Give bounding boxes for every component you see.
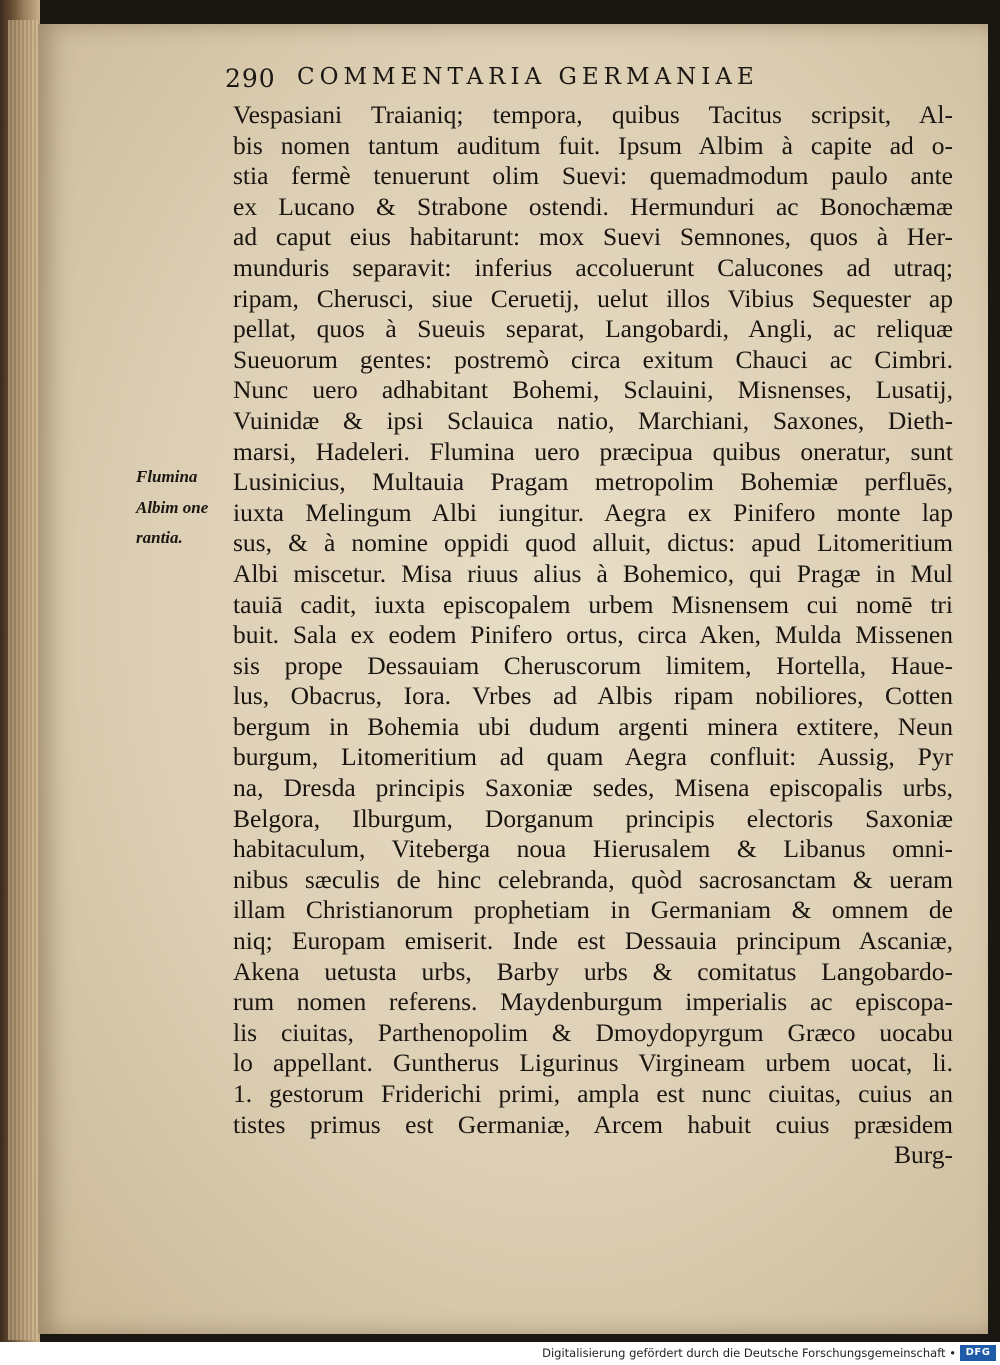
- marginal-note: [136, 462, 236, 554]
- text-line: marsi, Hadeleri. Flumina uero præcipua quibus oneratur, sunt: [233, 436, 953, 466]
- text-line: Sueuorum gentes: postremò circa exitum Chauci ac Cimbri.: [233, 344, 953, 374]
- text-line: lo appellant. Guntherus Ligurinus Virgineam urbem uocat, li.: [233, 1048, 953, 1078]
- text-line: sus, & à nomine oppidi quod alluit, dictus: apud Litomeritium: [233, 528, 953, 558]
- text-line: bis nomen tantum auditum fuit. Ipsum Albim à capite ad o-: [233, 130, 953, 160]
- text-line: iuxta Melingum Albi iungitur. Aegra ex Pinifero monte lap: [233, 497, 953, 527]
- text-line: 1. gestorum Friderichi primi, ampla est nunc ciuitas, cuius an: [233, 1079, 953, 1108]
- text-line: ex Lucano & Strabone ostendi. Hermunduri ac Bonochæmæ: [233, 191, 953, 221]
- digitization-footer: [0, 1342, 1000, 1365]
- text-line: stia fermè tenuerunt olim Suevi: quemadmodum paulo ante: [233, 161, 953, 191]
- text-line: tauiā cadit, iuxta episcopalem urbem Misnensem cui nomē tri: [233, 589, 953, 619]
- text-line: Belgora, Ilburgum, Dorganum principis electoris Saxoniæ: [233, 803, 953, 833]
- text-line: Vespasiani Traianiq; tempora, quibus Tacitus scripsit, Al-: [233, 100, 953, 129]
- text-line: bergum in Bohemia ubi dudum argenti minera extitere, Neun: [233, 711, 953, 741]
- running-title: COMMENTARIA GERMANIAE: [297, 64, 759, 90]
- dfg-logo: DFG: [960, 1345, 996, 1361]
- text-line: nibus sæculis de hinc celebranda, quòd sacrosanctam & ueram: [233, 864, 953, 894]
- text-line: tistes primus est Germaniæ, Arcem habuit cuius præsidem: [233, 1109, 953, 1139]
- text-line: illam Christianorum prophetiam in Germaniam & omnem de: [233, 895, 953, 925]
- text-line: pellat, quos à Sueuis separat, Langobardi, Angli, ac reliquæ: [233, 314, 953, 344]
- marginal-note-line: Flumina: [136, 467, 198, 486]
- marginal-note-line: rantia.: [136, 528, 183, 548]
- page-edges: [8, 20, 40, 1340]
- text-line: Nunc uero adhabitant Bohemi, Sclauini, Misnenses, Lusatij,: [233, 375, 953, 405]
- text-line: lis ciuitas, Parthenopolim & Dmoydopyrgum Græco uocabu: [233, 1017, 953, 1047]
- text-line: ripam, Cherusci, siue Ceruetij, uelut illos Vibius Sequester ap: [233, 283, 953, 313]
- text-line: burgum, Litomeritium ad quam Aegra confluit: Aussig, Pyr: [233, 742, 953, 772]
- text-line: Vuinidæ & ipsi Sclauica natio, Marchiani, Saxones, Dieth-: [233, 405, 953, 435]
- text-line: ad caput eius habitarunt: mox Suevi Semnones, quos à Her-: [233, 222, 953, 252]
- text-line: habitaculum, Viteberga noua Hierusalem & Libanus omni-: [233, 834, 953, 864]
- text-line: sis prope Dessauiam Cheruscorum limitem, Hortella, Haue-: [233, 650, 953, 680]
- marginal-note-line: Albim one: [136, 497, 209, 517]
- text-line: Lusinicius, Multauia Pragam metropolim Bohemiæ perfluēs,: [233, 467, 953, 497]
- text-line: niq; Europam emiserit. Inde est Dessauia principum Ascaniæ,: [233, 926, 953, 956]
- text-line: buit. Sala ex eodem Pinifero ortus, circa Aken, Mulda Missenen: [233, 620, 953, 650]
- text-line: munduris separavit: inferius accoluerunt Calucones ad utraq;: [233, 252, 953, 282]
- text-line: rum nomen referens. Maydenburgum imperialis ac episcopa-: [233, 987, 953, 1017]
- page-number: 290: [225, 64, 276, 93]
- text-line: lus, Obacrus, Iora. Vrbes ad Albis ripam nobiliores, Cotten: [233, 681, 953, 711]
- text-line: Albi miscetur. Misa riuus alius à Bohemico, qui Pragæ in Mul: [233, 558, 953, 588]
- body-text: [233, 100, 953, 1171]
- funding-notice: Digitalisierung gefördert durch die Deutsche Forschungsgemeinschaft •: [542, 1346, 956, 1360]
- text-line: na, Dresda principis Saxoniæ sedes, Misena episcopalis urbs,: [233, 773, 953, 803]
- page-header: [225, 64, 865, 98]
- text-line: Akena uetusta urbs, Barby urbs & comitatus Langobardo-: [233, 956, 953, 986]
- catchword: Burg-: [893, 1140, 953, 1170]
